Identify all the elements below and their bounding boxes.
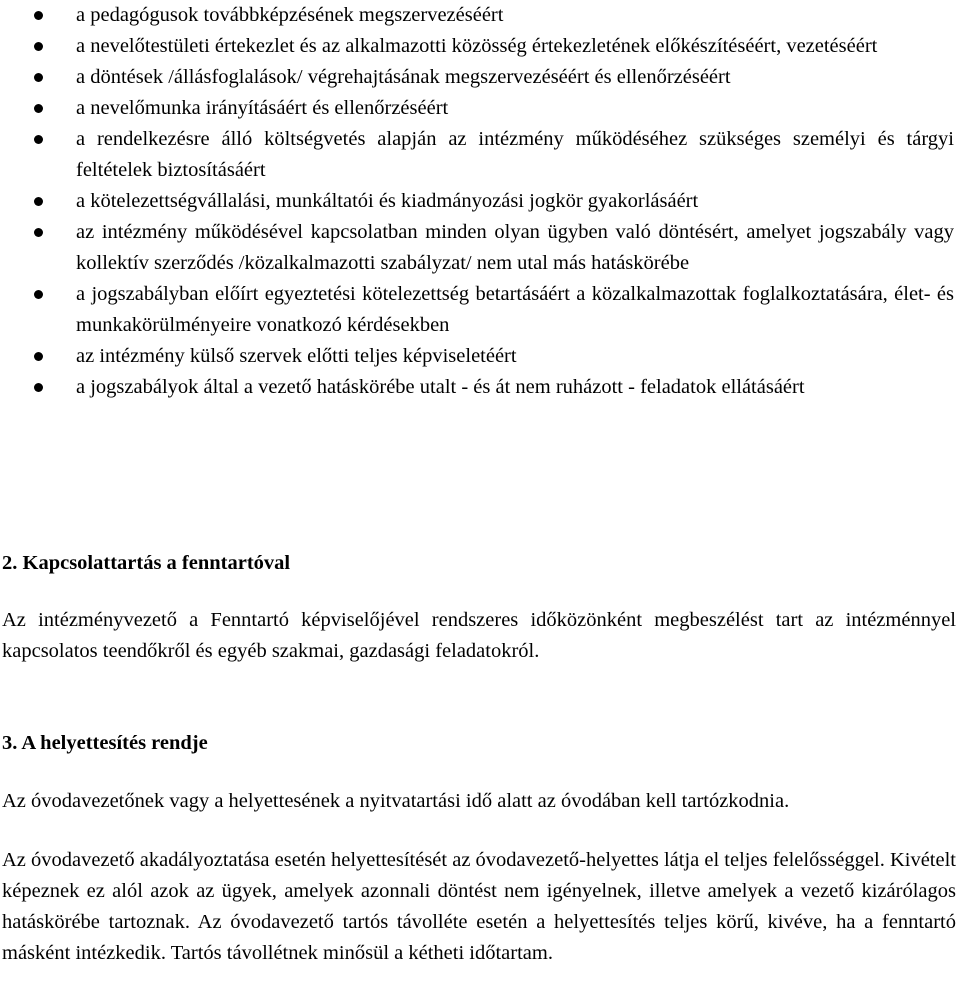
list-item-text: a döntések /állásfoglalások/ végrehajtásának megszervezéséért és ellenőrzéséért: [76, 66, 731, 88]
list-item-text: a jogszabályok által a vezető hatáskörébe utalt - és át nem ruházott - feladatok ellátásáért: [76, 376, 805, 398]
list-item: [0, 31, 960, 62]
list-item: [0, 0, 960, 31]
section-3-paragraph-2: Az óvodavezető akadályoztatása esetén helyettesítését az óvodavezető-helyettes látja el teljes felelősséggel. Kivételt képeznek ez alól azok az ügyek, amelyek azonnali döntést nem igényelnek, illetve amelyek a vezető kizárólagos hatáskörébe tartoznak. Az óvodavezető tartós távolléte esetén a helyettesítés teljes körű, kivéve, ha a fenntartó másként intézkedik. Tartós távollétnek minősül a kétheti időtartam.: [2, 849, 956, 964]
section-3-heading: 3. A helyettesítés rendje: [2, 732, 208, 754]
list-item: [0, 372, 960, 403]
list-item: [0, 186, 960, 217]
bullet-icon: [34, 352, 43, 361]
list-item-text: a jogszabályban előírt egyeztetési kötelezettség betartásáért a közalkalmazottak foglalkoztatására, élet- és munkakörülményeire vonatkozó kérdésekben: [76, 283, 954, 336]
list-item-text: a nevelőmunka irányításáért és ellenőrzéséért: [76, 97, 449, 119]
list-item-text: az intézmény külső szervek előtti teljes képviseletéért: [76, 345, 517, 367]
bullet-icon: [34, 104, 43, 113]
responsibility-list: [0, 0, 960, 403]
bullet-icon: [34, 73, 43, 82]
bullet-icon: [34, 135, 43, 144]
section-3-paragraph-1: Az óvodavezetőnek vagy a helyettesének a nyitvatartási idő alatt az óvodában kell tartózkodnia.: [2, 790, 790, 812]
list-item: [0, 279, 960, 341]
list-item-text: az intézmény működésével kapcsolatban minden olyan ügyben való döntésért, amelyet jogszabály vagy kollektív szerződés /közalkalmazotti szabályzat/ nem utal más hatáskörébe: [76, 221, 954, 274]
list-item: [0, 124, 960, 186]
list-item: [0, 341, 960, 372]
bullet-icon: [34, 290, 43, 299]
section-2-paragraph: Az intézményvezető a Fenntartó képviselőjével rendszeres időközönként megbeszélést tart az intézménnyel kapcsolatos teendőkről és egyéb szakmai, gazdasági feladatokról.: [2, 609, 956, 662]
list-item: [0, 62, 960, 93]
list-item: [0, 217, 960, 279]
bullet-icon: [34, 42, 43, 51]
list-item: [0, 93, 960, 124]
section-2-heading: 2. Kapcsolattartás a fenntartóval: [2, 552, 291, 574]
list-item-text: a pedagógusok továbbképzésének megszervezéséért: [76, 4, 504, 26]
bullet-icon: [34, 383, 43, 392]
bullet-icon: [34, 197, 43, 206]
list-item-text: a kötelezettségvállalási, munkáltatói és kiadmányozási jogkör gyakorlásáért: [76, 190, 699, 212]
bullet-icon: [34, 228, 43, 237]
list-item-text: a nevelőtestületi értekezlet és az alkalmazotti közösség értekezletének előkészítéséért, vezetéséért: [76, 35, 878, 57]
list-item-text: a rendelkezésre álló költségvetés alapján az intézmény működéséhez szükséges személyi és tárgyi feltételek biztosításáért: [76, 128, 954, 181]
bullet-icon: [34, 11, 43, 20]
